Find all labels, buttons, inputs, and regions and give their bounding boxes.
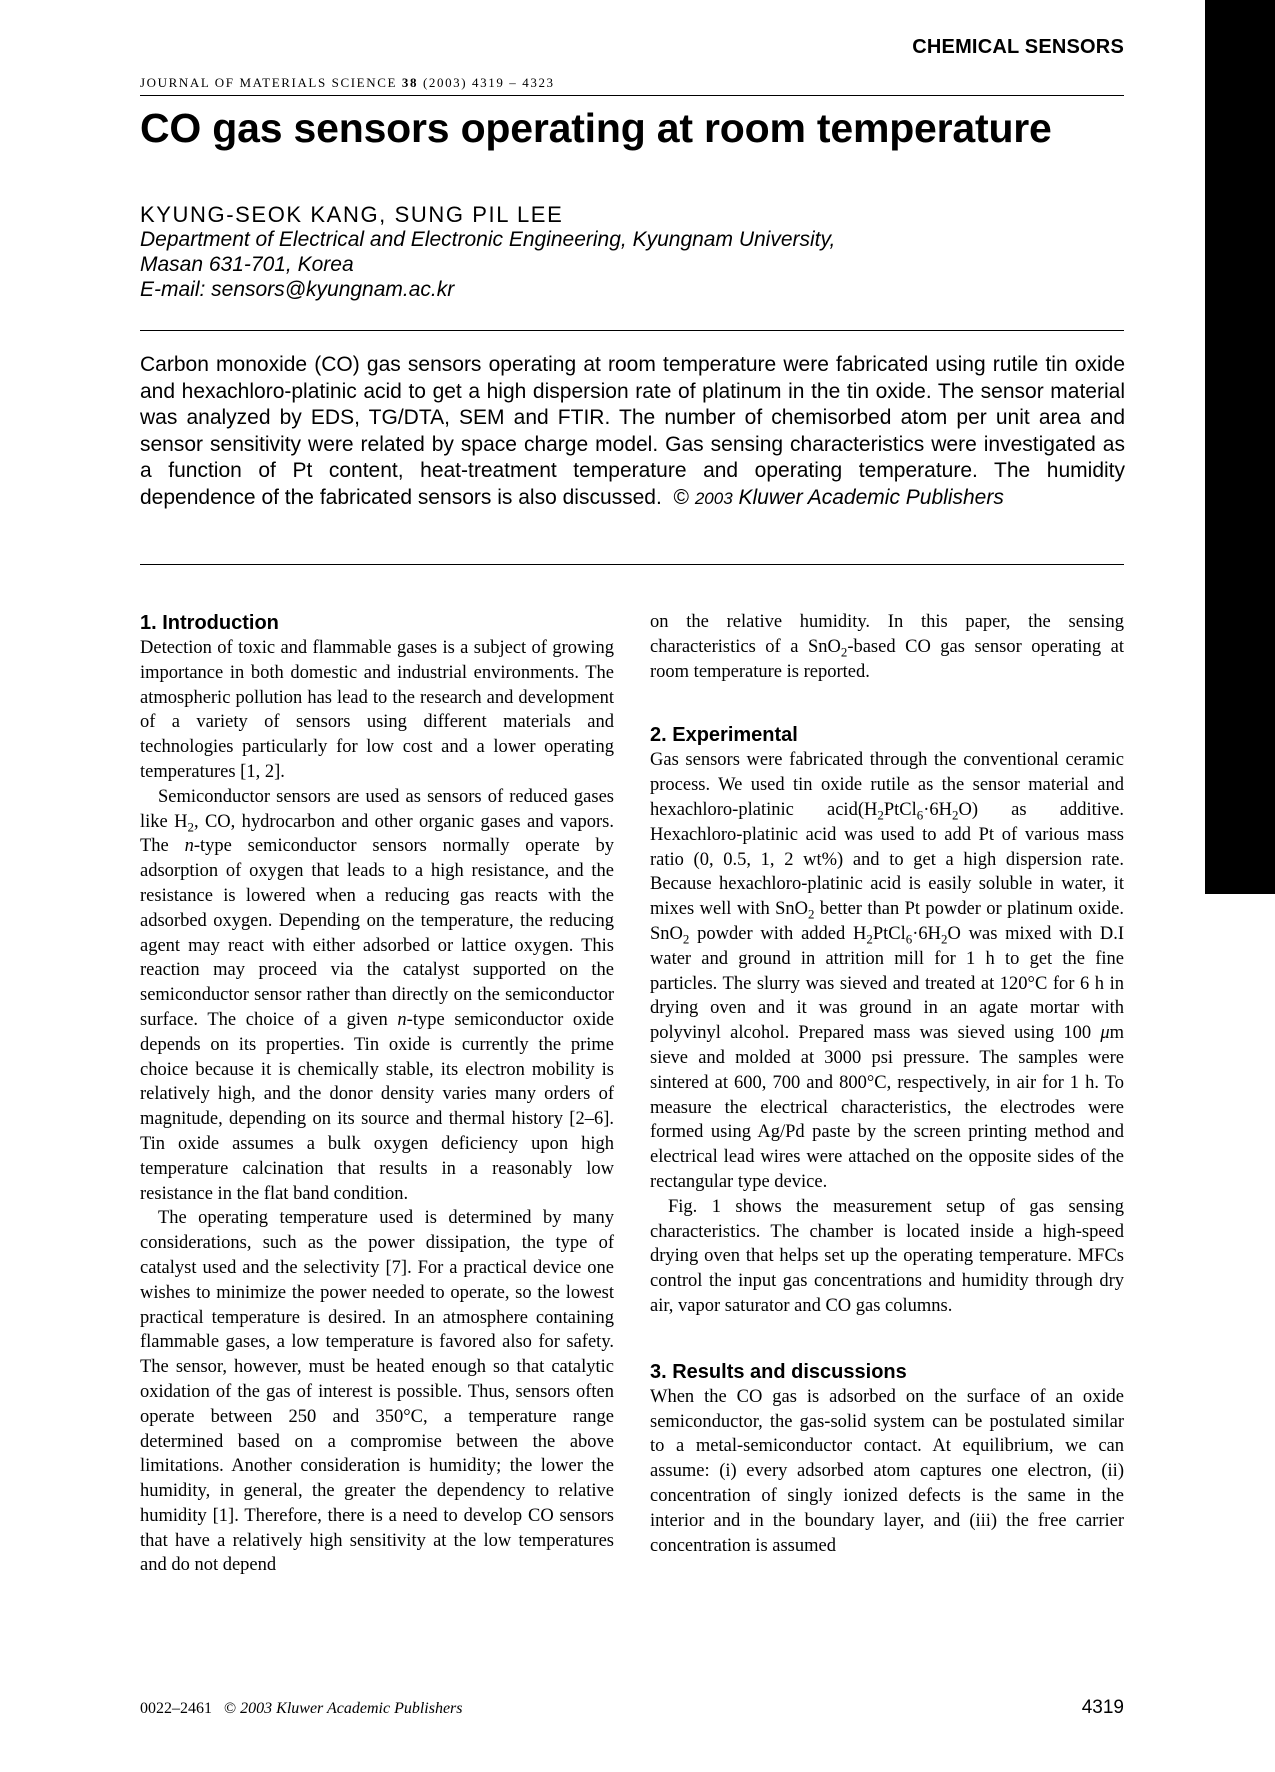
section-tag: CHEMICAL SENSORS [912, 36, 1124, 58]
journal-volume: 38 [401, 75, 419, 90]
intro-paragraph-1: Detection of toxic and flammable gases is a subject of growing importance in both domestic and industrial environments. The atmospheric pollution has lead to the research and development of a variety of sensors using different materials and technologies particularly for low cost and a lower operating temperatures [1, 2]. [140, 638, 614, 782]
issn-number: 0022–2461 [140, 1700, 212, 1717]
affiliation-line: Department of Electrical and Electronic Engineering, Kyungnam University, [140, 228, 836, 251]
header-rule [140, 95, 1124, 96]
journal-citation [140, 75, 555, 91]
footer-publisher: 2003 Kluwer Academic Publishers [240, 1700, 463, 1717]
footer-copyright-symbol: © [224, 1700, 237, 1717]
abstract [140, 352, 1125, 512]
thumb-index-tab [1205, 0, 1275, 894]
journal-name: JOURNAL OF MATERIALS SCIENCE [140, 75, 398, 90]
author-email: E-mail: sensors@kyungnam.ac.kr [140, 278, 455, 301]
results-paragraph-1: When the CO gas is adsorbed on the surface of an oxide semiconductor, the gas-solid system can be postulated similar to a metal-semiconductor contact. At equilibrium, we can assume: (i) every adsorbed atom captures one electron, (ii) concentration of singly ionized defects is the same in the interior and in the boundary layer, and (iii) the free carrier concentration is assumed [650, 1386, 1124, 1556]
abstract-top-rule [140, 330, 1124, 331]
experimental-paragraph-2: Fig. 1 shows the measurement setup of gas sensing characteristics. The chamber is located inside a high-speed drying oven that helps set up the operating temperature. MFCs control the input gas concentrations and humidity through dry air, vapor saturator and CO gas columns. [650, 1196, 1124, 1316]
article-title: CO gas sensors operating at room temperature [140, 105, 1052, 151]
copyright-year: 2003 [694, 488, 733, 508]
intro-paragraph-3: The operating temperature used is determined by many considerations, such as the power dissipation, the type of catalyst used and the selectivity [7]. For a practical device one wishes to minimize the power needed to operate, so the lowest practical temperature is desired. In an atmosphere containing flammable gases, a low temperature is favored also for safety. The sensor, however, must be heated enough so that catalytic oxidation of the gas of interest is possible. Thus, sensors often operate between 250 and 350°C, a temperature range determined based on a compromise between the above limitations. Another consideration is humidity; the lower the humidity, in general, the greater the dependency to relative humidity [1]. Therefore, there is a need to develop CO sensors that have a relatively high sensitivity at the low temperatures and do not depend [140, 1208, 614, 1576]
abstract-text: Carbon monoxide (CO) gas sensors operating at room temperature were fabricated using rutile tin oxide and hexachloro-platinic acid to get a high dispersion rate of platinum in the tin oxide. The sensor material was analyzed by EDS, TG/DTA, SEM and FTIR. The number of chemisorbed atom per unit area and sensor sensitivity were related by space charge model. Gas sensing characteristics were investigated as a function of Pt content, heat-treatment temperature and operating temperature. The humidity dependence of the fabricated sensors is also discussed. [140, 353, 1125, 509]
section-spacer [650, 1319, 1124, 1359]
section-heading-results: 3. Results and discussions [650, 1360, 907, 1383]
copyright-symbol: © [673, 485, 689, 509]
right-column [650, 610, 1124, 1558]
affiliation-line: Masan 631-701, Korea [140, 253, 354, 276]
experimental-paragraph-1: Gas sensors were fabricated through the conventional ceramic process. We used tin oxide rutile as the sensor material and hexachloro-platinic $acid(H_2PtCl_6\cdot 6H_2O)$ as additive. Hexachloro-platinic acid was used to add Pt of various mass ratio (0, 0.5, 1, 2 wt%) and to get a high dispersion rate. Because hexachloro-platinic acid is easily soluble in water, it mixes well with SnO$_2$ better than Pt powder or platinum oxide. SnO$_2$ powder with added $H_2PtCl_6\cdot 6H_2O$ was mixed with D.I water and ground in attrition mill for 1 h to get the fine particles. The slurry was sieved and treated at 120°C for 6 h in drying oven and it was ground in an agate mortar with polyvinyl alcohol. Prepared mass was sieved using 100 μm sieve and molded at 3000 psi pressure. The samples were sintered at 600, 700 and 800°C, respectively, in air for 1 h. To measure the electrical characteristics, the electrodes were formed using Ag/Pd paste by the screen printing method and electrical lead wires were attached on the opposite sides of the rectangular type device. [650, 750, 1124, 1192]
page-number: 4319 [1081, 1697, 1124, 1718]
section-heading-introduction: 1. Introduction [140, 612, 279, 634]
abstract-bottom-rule [140, 564, 1124, 565]
intro-paragraph-3-continued: on the relative humidity. In this paper, the sensing characteristics of a SnO$_2$-based CO gas sensor operating at room temperature is reported. [650, 612, 1124, 682]
footer-issn [140, 1700, 463, 1718]
abstract-publisher: Kluwer Academic Publishers [738, 485, 1004, 509]
journal-year-pages: (2003) 4319 – 4323 [422, 75, 555, 90]
section-heading-experimental: 2. Experimental [650, 724, 798, 747]
author-list: KYUNG-SEOK KANG, SUNG PIL LEE [140, 202, 564, 227]
left-column [140, 610, 614, 1578]
section-spacer [650, 684, 1124, 722]
intro-paragraph-2: Semiconductor sensors are used as sensors of reduced gases like $H_2$, CO, hydrocarbon and other organic gases and vapors. The n-type semiconductor sensors normally operate by adsorption of oxygen that leads to a high resistance, and the resistance is lowered when a reducing gas reacts with the adsorbed oxygen. Depending on the temperature, the reducing agent may react with either adsorbed or lattice oxygen. This reaction may proceed via the catalyst supported on the semiconductor sensor rather than directly on the semiconductor surface. The choice of a given n-type semiconductor oxide depends on its properties. Tin oxide is currently the prime choice because it is chemically stable, its electron mobility is relatively high, and the donor density varies many orders of magnitude, depending on its source and thermal history [2–6]. Tin oxide assumes a bulk oxygen deficiency upon high temperature calcination that results in a reasonably low resistance in the flat band condition. [140, 786, 614, 1204]
